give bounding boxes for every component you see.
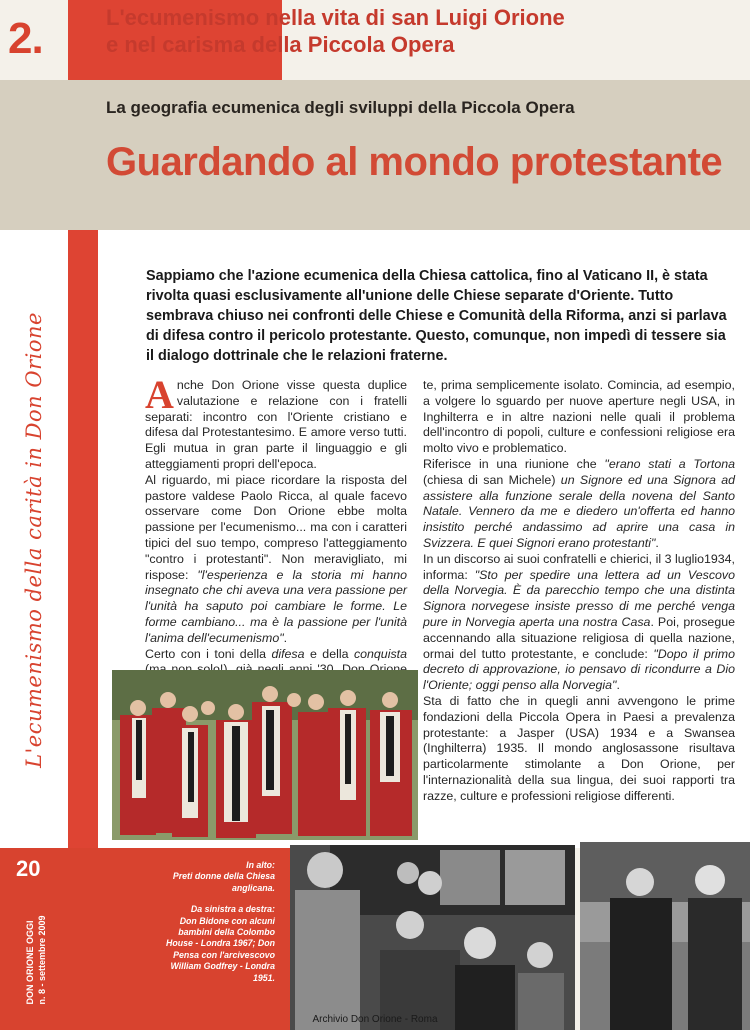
paragraph: Riferisce in una riunione che "erano stati a Tortona (chiesa di san Michele) un Signore ed una Signora ad assistere alla funzione serale della novena del Santo Natale. Vennero da me e diedero un'offerta ed hanno insistito perché andassimo ad aprire una casa in Svizzera. E quei Signori erano protestanti". — [423, 456, 735, 550]
magazine-info — [24, 915, 48, 1004]
archive-credit: Archivio Don Orione - Roma — [312, 1014, 438, 1025]
paragraph: Al riguardo, mi piace ricordare la risposta del pastore valdese Paolo Ricca, al quale facevo osservare come Don Orione ebbe molta passione per l'ecumenismo... ma con i caratteri tipici del suo tempo, compreso l'atteggiamento "contro i protestanti". Non meravigliato, mi rispose: "l'esperienza e la storia mi hanno insegnato che chi aveva una vera passione per l'unità ha saputo poi cambiare le forme. Le forme cambiano... ma è la passione per l'unità l'anima dell'ecumenismo". — [145, 472, 407, 645]
article-subtitle: La geografia ecumenica degli sviluppi della Piccola Opera — [106, 98, 575, 117]
photo-captions — [150, 860, 275, 994]
photo-anglican-women-priests — [112, 670, 418, 840]
chapter-title-line1: L'ecumenismo nella vita di san Luigi Orione — [106, 5, 565, 30]
paragraph: Anche Don Orione visse questa duplice valutazione e relazione con i fratelli separati: incontro con l'Oriente cristiano e difesa dal Protestantesimo. E amore verso tutti. Egli mutua in gran parte il linguaggio e gli atteggiamenti propri dell'epoca. — [145, 372, 407, 471]
paragraph: Sta di fatto che in quegli anni avvengono le prime fondazioni della Piccola Opera in Paesi a prevalenza protestante: a Jasper (USA) 1934 e a Swansea (Inghilterra) 1935. Il mondo anglosassone risultava particolarmente stimolante a Don Orione, per l'internazionalità della sua lingua, dei suoi rapporti tra razze, culture e professioni religiose differenti. — [423, 693, 735, 803]
magazine-issue: n. 8 - settembre 2009 — [37, 915, 47, 1005]
paragraph: Certo con i toni della difesa e della conquista — [145, 646, 407, 661]
magazine-name: DON ORIONE OGGI — [25, 920, 35, 1005]
chapter-title-line2: e nel carisma della Piccola Opera — [106, 32, 455, 57]
vertical-section-title: L'ecumenismo della carità in Don Orione — [22, 312, 46, 768]
paragraph: In un discorso ai suoi confratelli e chierici, il 3 luglio1934, informa: "Sto per spedire una lettera ad un Vescovo della Norvegia. È da parecchio tempo che una distinta Signora norvegese insiste presso di me perché venga pure in Norvegia aperta una nostra Casa. Poi, prosegue accennando alla situazione religiosa di quella nazione, ormai del tutto protestante, e conclude: "Dopo il primo decreto di approvazione, io pensavo di ricondurre a Dio l'Oriente; oggi penso alla Norvegia". — [423, 551, 736, 693]
article-intro: Sappiamo che l'azione ecumenica della Chiesa cattolica, fino al Vaticano II, è stata rivolta quasi esclusivamente all'unione delle Chiese separate d'Oriente. Tutto sembrava chiuso nei confronti delle Chiese e Comunità della Riforma, anzi si parlava di difesa contro il pericolo protestante. Questo, comunque, non impedì di tessere sia il dialogo dottrinale che le relazioni fraterne. — [146, 268, 727, 364]
caption-2-label: Da sinistra a destra: — [190, 904, 275, 915]
photo-don-bidone-children — [290, 845, 575, 1030]
caption-1-label: In alto: — [246, 860, 275, 870]
page-number: 20 — [16, 856, 41, 881]
article-headline: Guardando al mondo protestante — [106, 140, 723, 184]
left-red-strip — [68, 262, 98, 848]
photo-don-pensa-archbishop — [580, 842, 750, 1030]
caption-2: Da sinistra a destra: Don Bidone con alcuni bambini della Colombo House - Londra 1967; Don Pensa con l'arcivescovo William Godfrey - Londra 1951. — [166, 904, 275, 983]
drop-cap: A — [145, 372, 174, 417]
caption-1: In alto: Preti donne della Chiesa anglicana. — [172, 860, 275, 893]
text-column-1 — [145, 372, 407, 710]
chapter-number: 2. — [8, 14, 43, 63]
paragraph: te, prima semplicemente isolato. Comincia, ad esempio, a volgere lo sguardo per nuove aperture negli USA, in Inghilterra e in altre nazioni nelle quali il problema dell'incontro di popoli, culture e confessioni religiose era molto vivo e problematico. — [423, 378, 735, 456]
text-column-2 — [423, 378, 735, 805]
chapter-title — [106, 4, 566, 58]
